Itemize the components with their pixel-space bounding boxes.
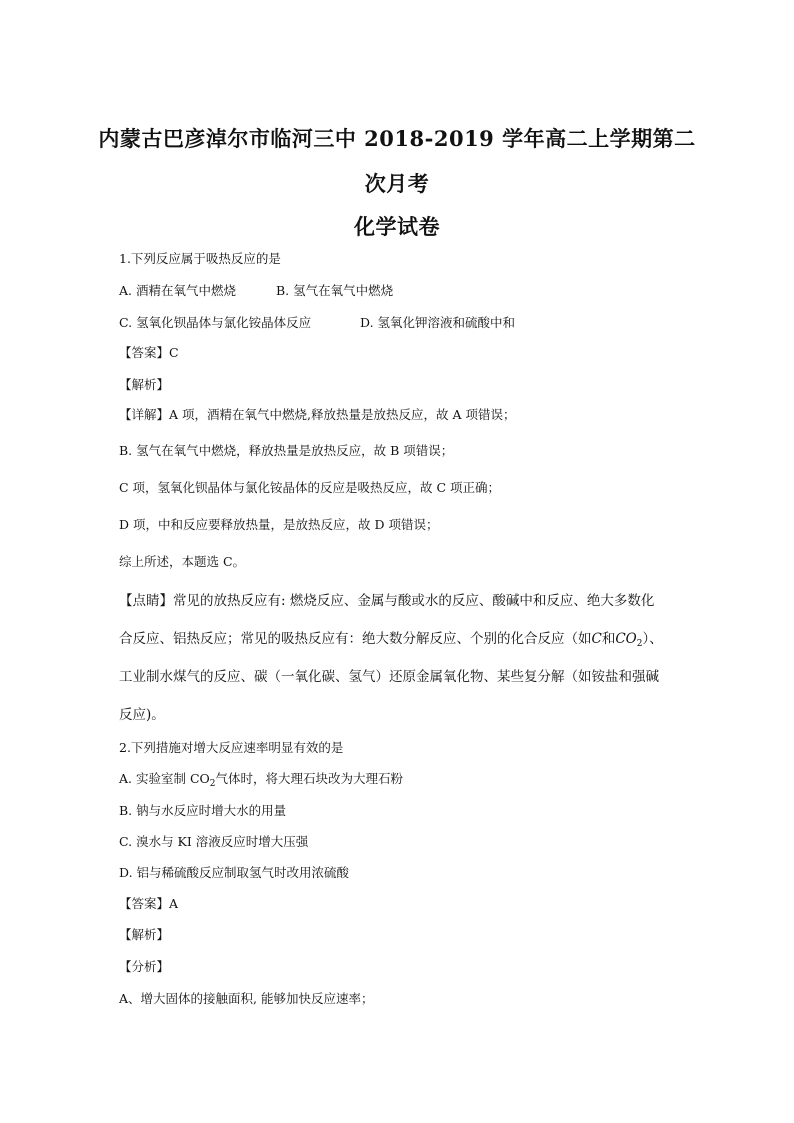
q2-analysis-subheading: 【分析】: [119, 959, 170, 974]
q2-option-c: C. 溴水与 KI 溶液反应时增大压强: [119, 834, 309, 849]
q2-option-a-post: 气体时，将大理石块改为大理石粉: [215, 771, 404, 786]
formula-c: C: [591, 631, 602, 647]
q1-tip-line-2-text: 合反应、铝热反应；常见的吸热反应有：绝大数分解反应、个别的化合反应（如: [119, 631, 592, 647]
q2-stem: 2.下列措施对增大反应速率明显有效的是: [119, 740, 344, 755]
q1-detail-1: 【详解】A 项，酒精在氧气中燃烧,释放热量是放热反应，故 A 项错误；: [119, 407, 516, 422]
q2-option-d: D. 铝与稀硫酸反应制取氢气时改用浓硫酸: [119, 865, 350, 880]
q1-option-d: D. 氢氧化钾溶液和硫酸中和: [360, 315, 516, 330]
formula-co2-subscript: 2: [636, 639, 643, 649]
q2-answer: 【答案】A: [119, 896, 179, 911]
document-title-line-1: 内蒙古巴彦淖尔市临河三中 2018-2019 学年高二上学期第二: [98, 126, 696, 151]
q1-stem: 1.下列反应属于吸热反应的是: [119, 251, 281, 266]
document-title-line-2: 次月考: [364, 171, 430, 196]
q1-analysis-label: 【解析】: [119, 377, 170, 392]
q2-analysis-label: 【解析】: [119, 927, 170, 942]
q1-option-a: A. 酒精在氧气中燃烧: [119, 283, 236, 298]
q2-option-b: B. 钠与水反应时增大水的用量: [119, 803, 287, 818]
q2-option-a: [119, 769, 403, 789]
q1-detail-4: D 项，中和反应要释放热量，是放热反应，故 D 项错误；: [119, 517, 439, 532]
q1-tip-line-1: 【点睛】常见的放热反应有: 燃烧反应、金属与酸或水的反应、酸碱中和反应、绝大多数化: [119, 593, 655, 609]
q1-tip-line-2: [119, 627, 663, 649]
q1-detail-2: B. 氢气在氧气中燃烧，释放热量是放热反应，故 B 项错误；: [119, 443, 454, 458]
q1-option-c: C. 氢氧化钡晶体与氯化铵晶体反应: [119, 315, 312, 330]
q1-tip-line-3: 工业制水煤气的反应、碳（一氧化碳、氢气）还原金属氧化物、某些复分解（如铵盐和强碱: [119, 669, 659, 685]
q1-tip-line-4: 反应)。: [119, 707, 165, 723]
q2-option-a-subscript: 2: [209, 779, 216, 789]
q2-option-a-pre: A. 实验室制 CO: [119, 771, 210, 786]
q1-detail-3: C 项，氢氧化钡晶体与氯化铵晶体的反应是吸热反应，故 C 项正确；: [119, 480, 501, 495]
q2-analysis-a: A、增大固体的接触面积, 能够加快反应速率；: [119, 991, 374, 1006]
q1-tip-line-2-end: ）、: [642, 631, 663, 647]
document-subtitle: 化学试卷: [354, 214, 440, 239]
q1-answer: 【答案】C: [119, 345, 179, 360]
q1-tip-and: 和: [601, 631, 616, 647]
q1-summary: 综上所述，本题选 C。: [119, 554, 246, 569]
formula-co2: CO: [615, 631, 637, 647]
q1-option-b: B. 氢气在氧气中燃烧: [276, 283, 394, 298]
